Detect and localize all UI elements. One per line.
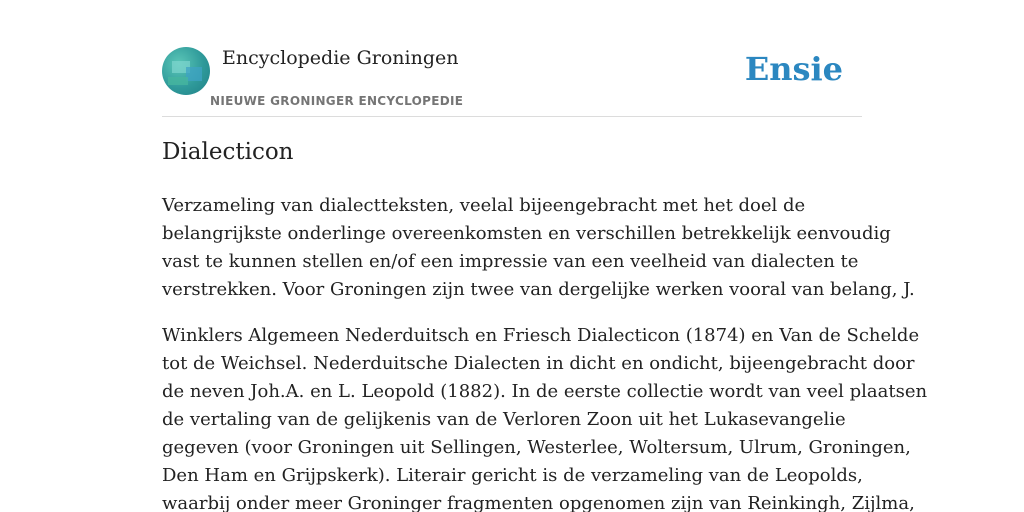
article-paragraph-1 [162,192,915,304]
text-line: waarbij onder meer Groninger fragmenten opgenomen zijn van Reinkingh, Zijlma, [162,493,915,512]
logo-shape [168,77,188,85]
text-line: Den Ham en Grijpskerk). Literair gericht is de verzameling van de Leopolds, [162,465,863,486]
text-line: verstrekken. Voor Groningen zijn twee van dergelijke werken vooral van belang, J. [162,279,915,300]
ensie-brand-logo[interactable]: Ensie [744,50,843,88]
text-line: tot de Weichsel. Nederduitsche Dialecten in dicht en ondicht, bijeengebracht door [162,353,915,374]
site-title-link[interactable]: Encyclopedie Groningen [222,47,459,69]
logo-shape [186,67,202,81]
text-line: vast te kunnen stellen en/of een impressie van een veelheid van dialecten te [162,251,859,272]
article-title: Dialecticon [162,139,294,165]
text-line: belangrijkste onderlinge overeenkomsten en verschillen betrekkelijk eenvoudig [162,223,891,244]
text-line: gegeven (voor Groningen uit Sellingen, Westerlee, Woltersum, Ulrum, Groningen, [162,437,911,458]
site-logo[interactable] [162,47,210,95]
site-header [162,40,862,117]
article-paragraph-2 [162,322,928,512]
text-line: de vertaling van de gelijkenis van de Verloren Zoon uit het Lukasevangelie [162,409,846,430]
text-line: Winklers Algemeen Nederduitsch en Friesch Dialecticon (1874) en Van de Schelde [162,325,920,346]
text-line: de neven Joh.A. en L. Leopold (1882). In de eerste collectie wordt van veel plaatsen [162,381,928,402]
article-body [162,192,928,512]
site-subtitle: NIEUWE GRONINGER ENCYCLOPEDIE [210,94,464,108]
text-line: Verzameling van dialectteksten, veelal bijeengebracht met het doel de [162,195,806,216]
